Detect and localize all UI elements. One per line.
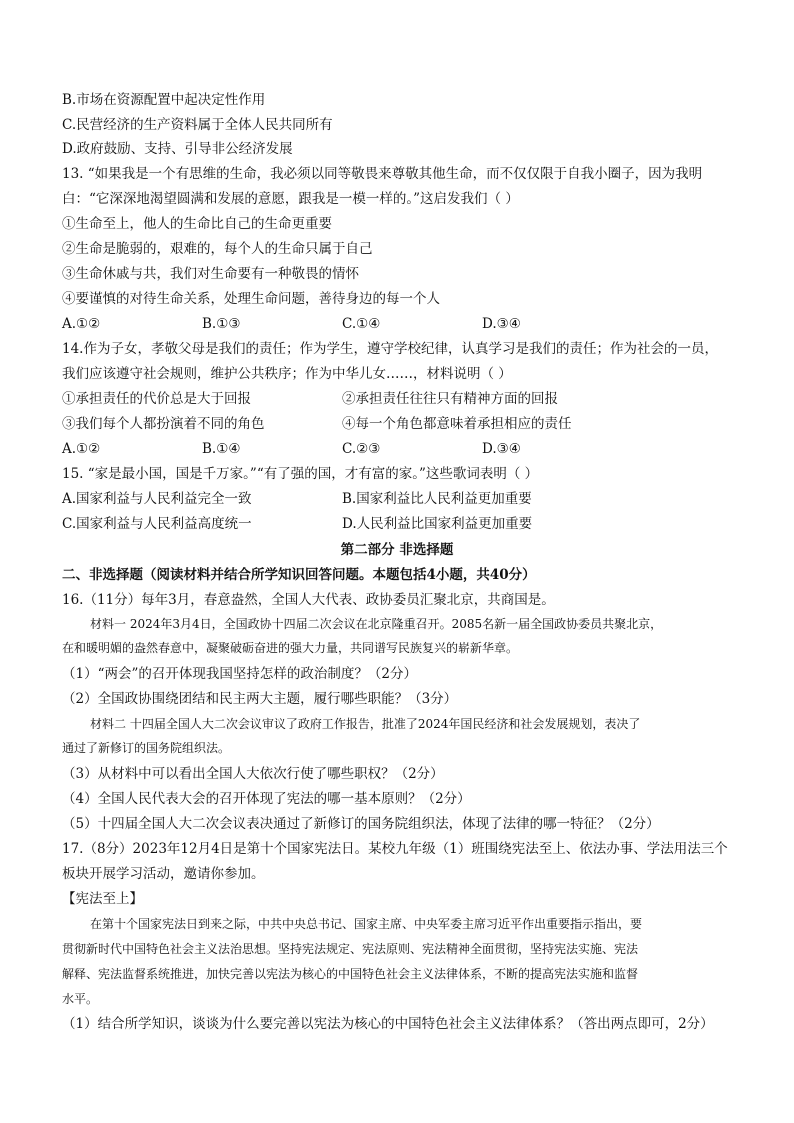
q17-section-label: 【宪法至上】 <box>62 891 143 907</box>
q14-stem-line1: 14.作为子女，孝敬父母是我们的责任；作为学生，遵守学校纪律，认真学习是我们的责任；作为社会的一员， <box>62 341 718 357</box>
part2-title: 第二部分 非选择题 <box>340 542 454 558</box>
q17-stem-line2: 板块开展学习活动，邀请你参加。 <box>62 866 265 882</box>
q16-material1-line2: 在和暖明媚的盎然春意中，凝聚破砺奋进的强大力量，共同谱写民族复兴的崭新华章。 <box>62 641 519 655</box>
q16-sub3: （3）从材料中可以看出全国人大依次行使了哪些职权？（2分） <box>62 766 444 782</box>
q16-sub2: （2）全国政协围绕团结和民主两大主题，履行哪些职能？（3分） <box>62 691 458 707</box>
q17-sub1: （1）结合所学知识，谈谈为什么要完善以宪法为核心的中国特色社会主义法律体系？（答出两点即可，2分） <box>62 1016 714 1032</box>
q16-sub4: （4）全国人民代表大会的召开体现了宪法的哪一基本原则？（2分） <box>62 791 471 807</box>
q13-choice-c: C.①④ <box>342 316 381 332</box>
q14-statement-4: ④每一个角色都意味着承担相应的责任 <box>342 416 572 432</box>
q15-option-a: A.国家利益与人民利益完全一致 <box>62 491 252 507</box>
q12-option-d: D.政府鼓励、支持、引导非公经济发展 <box>62 141 293 157</box>
q12-option-b: B.市场在资源配置中起决定性作用 <box>62 92 266 108</box>
q17-paragraph-line3: 解释、宪法监督系统推进，加快完善以宪法为核心的中国特色社会主义法律体系，不断的提高宪法实施和监督 <box>62 967 639 981</box>
q16-material2-line2: 通过了新修订的国务院组织法。 <box>62 741 231 755</box>
q16-sub1: （1）“两会”的召开体现我国坚持怎样的政治制度？（2分） <box>62 666 417 682</box>
q16-sub5: （5）十四届全国人大二次会议表决通过了新修订的国务院组织法，体现了法律的哪一特征？（2分） <box>62 816 660 832</box>
q14-choice-d: D.③④ <box>482 441 521 457</box>
q14-statement-3: ③我们每个人都扮演着不同的角色 <box>62 416 265 432</box>
q13-statement-3: ③生命休戚与共，我们对生命要有一种敬畏的情怀 <box>62 266 359 282</box>
q17-paragraph-line1: 在第十个国家宪法日到来之际，中共中央总书记、国家主席、中央军委主席习近平作出重要指示指出，要 <box>90 917 643 931</box>
section2-title: 二、非选择题（阅读材料并结合所学知识回答问题。本题包括4小题，共40分） <box>62 567 536 583</box>
q13-statement-2: ②生命是脆弱的，艰难的，每个人的生命只属于自己 <box>62 241 373 257</box>
q14-stem-line2: 我们应该遵守社会规则，维护公共秩序；作为中华儿女……，材料说明（ ） <box>62 366 512 382</box>
q14-choice-c: C.②③ <box>342 441 381 457</box>
q15-option-b: B.国家利益比人民利益更加重要 <box>342 491 532 507</box>
q13-stem-line2: 白：“它深深地渴望圆满和发展的意愿，跟我是一模一样的。”这启发我们（ ） <box>62 191 519 207</box>
q17-stem-line1: 17.（8分）2023年12月4日是第十个国家宪法日。某校九年级（1）班围绕宪法至上、依法办事、学法用法三个 <box>62 841 728 857</box>
q17-paragraph-line4: 水平。 <box>62 992 99 1006</box>
q17-paragraph-line2: 贯彻新时代中国特色社会主义法治思想。坚持宪法规定、宪法原则、宪法精神全面贯彻，坚持宪法实施、宪法 <box>62 942 639 956</box>
q14-statement-1: ①承担责任的代价总是大于回报 <box>62 391 251 407</box>
q13-statement-1: ①生命至上，他人的生命比自己的生命更重要 <box>62 216 332 232</box>
q16-material1-line1: 材料一 2024年3月4日，全国政协十四届二次会议在北京隆重召开。2085名新一届全国政协委员共聚北京， <box>90 617 663 631</box>
q15-option-c: C.国家利益与人民利益高度统一 <box>62 516 252 532</box>
q16-material2-line1: 材料二 十四届全国人大二次会议审议了政府工作报告，批准了2024年国民经济和社会发展规划，表决了 <box>90 717 641 731</box>
q14-statement-2: ②承担责任往往只有精神方面的回报 <box>342 391 558 407</box>
q13-choice-a: A.①② <box>62 316 101 332</box>
q13-stem-line1: 13. “如果我是一个有思维的生命，我必须以同等敬畏来尊敬其他生命，而不仅仅限于自我小圈子，因为我明 <box>62 166 703 182</box>
q13-statement-4: ④要谨慎的对待生命关系，处理生命问题，善待身边的每一个人 <box>62 291 440 307</box>
q16-stem: 16.（11分）每年3月，春意盎然，全国人大代表、政协委员汇聚北京，共商国是。 <box>62 592 555 608</box>
q14-choice-a: A.①② <box>62 441 101 457</box>
q15-stem: 15. “家是最小国，国是千万家。”“有了强的国，才有富的家。”这些歌词表明（ ） <box>62 466 539 482</box>
q12-option-c: C.民营经济的生产资料属于全体人民共同所有 <box>62 117 333 133</box>
q13-choice-b: B.①③ <box>202 316 241 332</box>
q15-option-d: D.人民利益比国家利益更加重要 <box>342 516 533 532</box>
q14-choice-b: B.①④ <box>202 441 241 457</box>
q13-choice-d: D.③④ <box>482 316 521 332</box>
